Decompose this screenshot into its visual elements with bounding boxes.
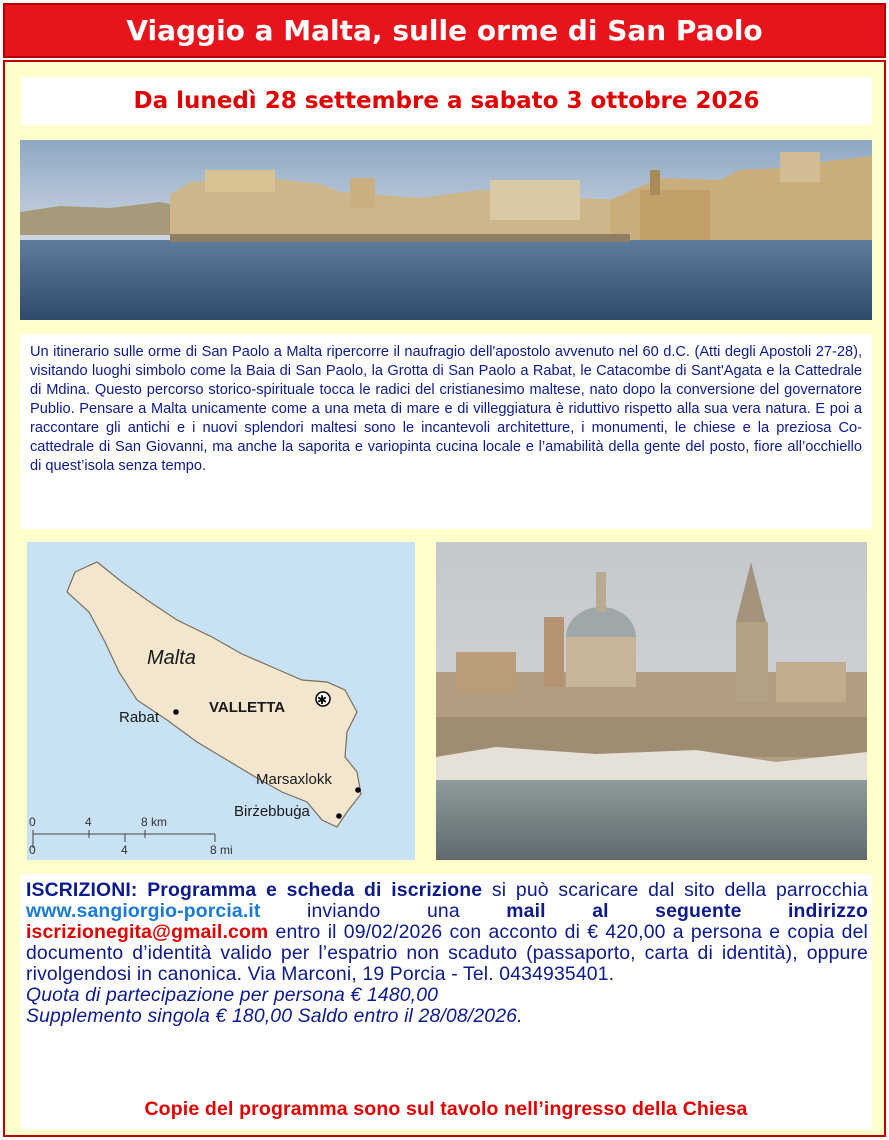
valletta-photo: [436, 542, 867, 860]
svg-text:8 km: 8 km: [141, 815, 168, 829]
copies-notice: Copie del programma sono sul tavolo nell’ingresso della Chiesa: [144, 1098, 748, 1120]
registration-info: [20, 874, 872, 1129]
program-label: Programma e scheda di iscrizione: [147, 879, 483, 901]
registration-email-link[interactable]: iscrizionegita@gmail.com: [26, 921, 269, 943]
description-text: Un itinerario sulle orme di San Paolo a Malta ripercorre il naufragio dell'apostolo avvenuto nel 60 d.C. (Atti degli Apostoli 27-28), visitando luoghi simbolo come la Baia di San Paolo, la Grotta di San Paolo a Rabat, le Catacombe di Sant'Agata e la Cattedrale di Mdina. Questo percorso storico-spirituale tocca le radici del cristianesimo maltese, nato dopo la conversione del governatore Publio. Pensare a Malta unicamente come a una meta di mare e di villeggiatura è riduttivo rispetto alla sua vera natura. E poi a raccontare gli antichi e i nuovi splendori maltesi sono le incantevoli architetture, i monumenti, le chiese e la preziosa Co-cattedrale di San Giovanni, ma anche la saporita e variopinta cucina locale e l’amabilità della gente del posto, fiore all’occhiello di quest’isola senza tempo.: [20, 334, 872, 529]
registration-label: ISCRIZIONI:: [26, 879, 138, 901]
map-label-malta: Malta: [147, 647, 196, 669]
malta-map: [27, 542, 415, 860]
info-text-1: si può scaricare dal sito della parrocchia: [482, 879, 868, 901]
svg-text:4: 4: [121, 843, 128, 857]
info-text-4: entro il 09/02/2026 con acconto di € 420,00 a persona e copia del documento d’identità valido per l’espatrio non scaduto (passaporto, carta di identità), oppure rivolgendosi in canonica. Via Marconi, 19 Porcia - Tel. 0434935401.: [26, 921, 868, 985]
registration-paragraph: [26, 880, 868, 985]
flyer-frame: [3, 60, 886, 1137]
harbour-photo: [20, 140, 872, 320]
map-label-valletta: VALLETTA: [209, 699, 286, 716]
svg-text:8 mi: 8 mi: [210, 843, 233, 857]
mail-label: mail al seguente indirizzo: [506, 900, 868, 922]
quota-line: Quota di partecipazione per persona € 1480,00: [26, 984, 439, 1006]
parish-website-link[interactable]: www.sangiorgio-porcia.it: [26, 900, 261, 922]
svg-text:0: 0: [29, 815, 36, 829]
map-label-rabat: Rabat: [119, 709, 160, 726]
supplement-line: Supplemento singola € 180,00 Saldo entro il 28/08/2026.: [26, 1005, 523, 1027]
dates-banner: Da lunedì 28 settembre a sabato 3 ottobre 2026: [21, 77, 872, 125]
map-label-marsaxlokk: Marsaxlokk: [256, 771, 332, 788]
svg-text:4: 4: [85, 815, 92, 829]
info-text-2: inviando una: [260, 900, 507, 922]
svg-text:0: 0: [29, 843, 36, 857]
map-label-birzebbuga: Birżebbuġa: [234, 803, 310, 820]
svg-text:✱: ✱: [317, 693, 328, 707]
page-title: Viaggio a Malta, sulle orme di San Paolo: [3, 3, 886, 58]
